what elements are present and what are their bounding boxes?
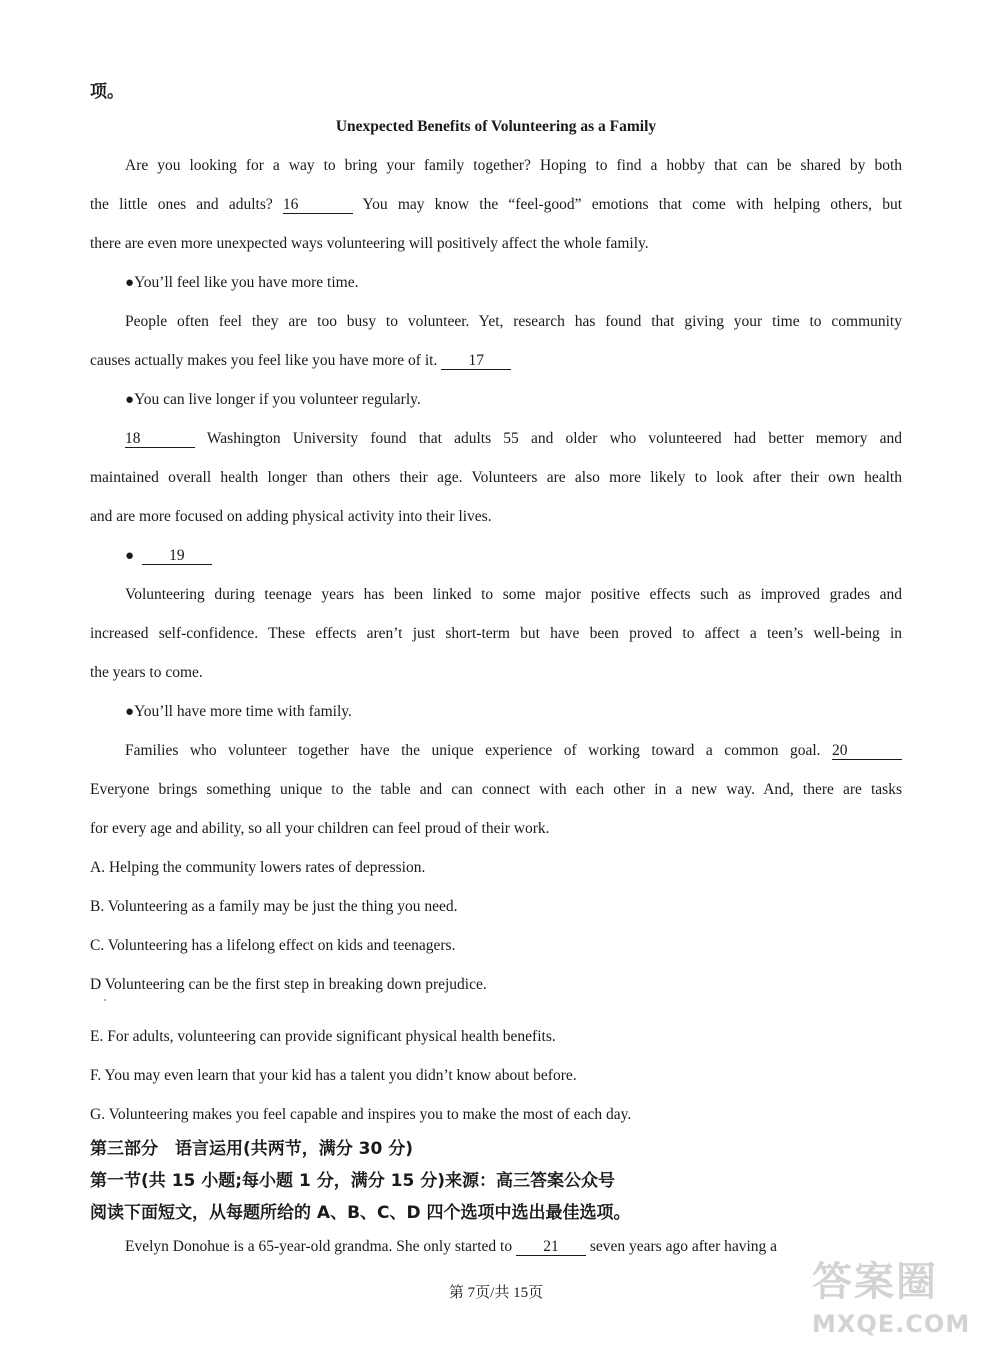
option-f[interactable]: F. You may even learn that your kid has a talent you didn’t know about before. [90, 1067, 577, 1084]
para-3-line-3: the years to come. [90, 664, 203, 681]
para-4-line-1 [125, 741, 902, 761]
para-2-line-3: and are more focused on adding physical activity into their lives. [90, 508, 492, 525]
para-1-line-2-text: causes actually makes you feel like you have more of it. [90, 352, 438, 369]
passage-line-1-pre: Evelyn Donohue is a 65-year-old grandma. She only started to [125, 1238, 513, 1255]
para-2-line-2: maintained overall health longer than others their age. Volunteers are also more likely to look after their own health [90, 469, 902, 486]
bullet-1 [125, 273, 902, 293]
section-instruction: 阅读下面短文，从每题所给的 A、B、C、D 四个选项中选出最佳选项。 [90, 1203, 631, 1223]
bullet-dot-icon: ● [125, 548, 135, 564]
para-4-line-1-text: Families who volunteer together have the unique experience of working toward a common goal. [125, 742, 821, 759]
bullet-4 [125, 702, 902, 722]
para-1-line-1: People often feel they are too busy to volunteer. Yet, research has found that giving your time to community [125, 313, 902, 330]
para-2-line-1-text: Washington University found that adults 55 and older who volunteered had better memory and [206, 430, 902, 447]
option-c[interactable]: C. Volunteering has a lifelong effect on kids and teenagers. [90, 937, 456, 954]
bullet-dot-icon: ● [125, 392, 135, 408]
header-fragment: 项。 [90, 82, 124, 102]
intro-line-1: Are you looking for a way to bring your family together? Hoping to find a hobby that can be shared by both [125, 157, 902, 174]
watermark-logo: 答案圈 [812, 1259, 938, 1305]
para-2-line-1 [125, 429, 902, 449]
passage-title: Unexpected Benefits of Volunteering as a Family [335, 118, 657, 135]
option-e[interactable]: E. For adults, volunteering can provide significant physical health benefits. [90, 1028, 556, 1045]
bullet-3 [125, 546, 902, 566]
option-b[interactable]: B. Volunteering as a family may be just the thing you need. [90, 898, 458, 915]
blank-19[interactable]: 19 [142, 548, 212, 565]
passage-line-1-post: seven years ago after having a [589, 1238, 778, 1255]
intro-line-2-pre: the little ones and adults? [90, 196, 273, 213]
blank-18[interactable]: 18 [125, 431, 195, 448]
bullet-2 [125, 390, 902, 410]
bullet-1-text: You’ll feel like you have more time. [134, 274, 359, 291]
passage-line-1 [125, 1237, 902, 1257]
intro-line-3: there are even more unexpected ways volunteering will positively affect the whole family. [90, 235, 649, 252]
section-1-subheading: 第一节(共 15 小题;每小题 1 分，满分 15 分)来源：高三答案公众号 [90, 1171, 615, 1191]
bullet-dot-icon: ● [125, 275, 135, 291]
watermark-url: MXQE.COM [812, 1310, 971, 1338]
para-4-line-2: Everyone brings something unique to the table and can connect with each other in a new way. And, there are tasks [90, 781, 902, 798]
stray-dot [104, 999, 106, 1001]
intro-line-2 [90, 195, 902, 215]
intro-line-2-post: You may know the “feel-good” emotions that come with helping others, but [362, 196, 903, 213]
blank-21[interactable]: 21 [516, 1239, 586, 1256]
bullet-2-text: You can live longer if you volunteer regularly. [134, 391, 421, 408]
blank-17[interactable]: 17 [441, 353, 511, 370]
page-footer: 第 7页/共 15页 [448, 1285, 544, 1301]
bullet-4-text: You’ll have more time with family. [134, 703, 352, 720]
option-a[interactable]: A. Helping the community lowers rates of depression. [90, 859, 426, 876]
para-4-line-3: for every age and ability, so all your children can feel proud of their work. [90, 820, 550, 837]
para-1-line-2 [90, 351, 902, 371]
blank-16[interactable]: 16 [283, 197, 353, 214]
para-3-line-1: Volunteering during teenage years has been linked to some major positive effects such as improved grades and [125, 586, 902, 603]
section-3-heading: 第三部分 语言运用(共两节，满分 30 分) [90, 1139, 414, 1159]
para-3-line-2: increased self-confidence. These effects aren’t just short-term but have been proved to affect a teen’s well-being in [90, 625, 902, 642]
option-g[interactable]: G. Volunteering makes you feel capable and inspires you to make the most of each day. [90, 1106, 632, 1123]
blank-20[interactable]: 20 [832, 743, 902, 760]
bullet-dot-icon: ● [125, 704, 135, 720]
option-d[interactable]: D Volunteering can be the first step in breaking down prejudice. [90, 976, 487, 993]
